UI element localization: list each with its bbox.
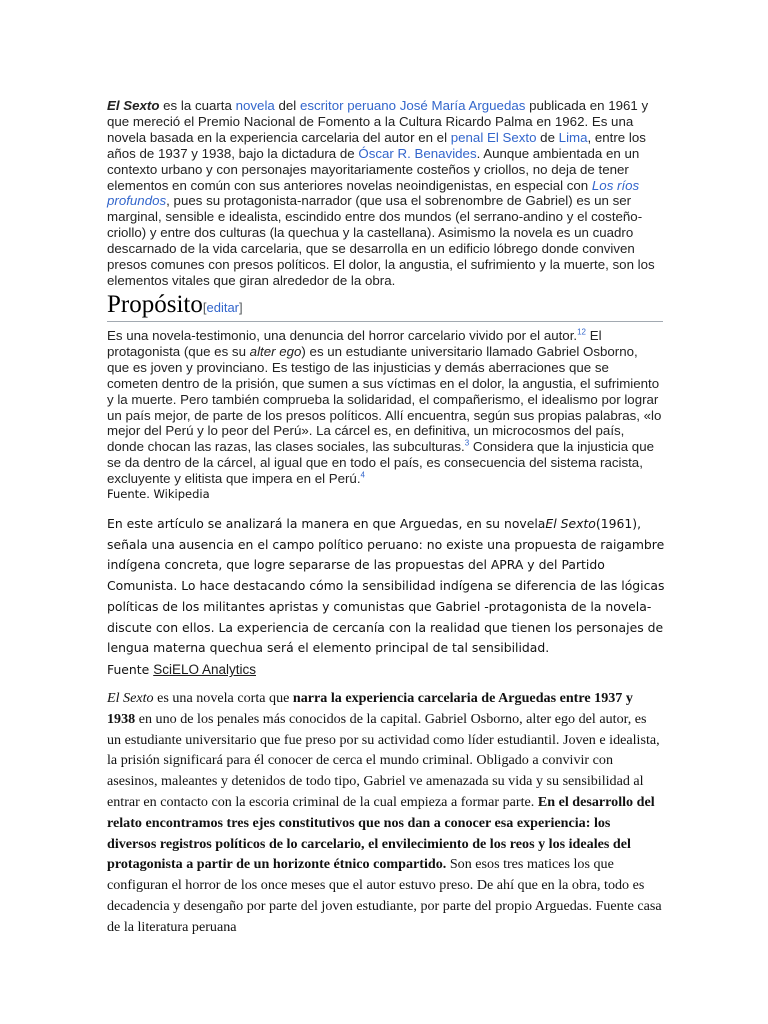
bold-text: En el desarrollo del relato encontramos tres ejes constitutivos que nos dan a conocer esa experiencia: los diversos registros políticos de lo carcelario, el envilecimiento de los reos y los ideales del protagonista a partir de un horizonte étnico compartido. <box>107 793 655 873</box>
text: , pues su protagonista-narrador (que usa el sobrenombre de Gabriel) es un ser marginal, sensible e idealista, escindido entre dos mundos (el serrano-andino y el costeño-criollo) y entre dos culturas (la quechua y la castellana). Asimismo la novela es un cuadro descarnado de la vida carcelaria, que se desarrolla en un edificio lóbrego donde conviven presos comunes con presos políticos. El dolor, la angustia, el sufrimiento y la muerte, son los elementos vitales que giran alrededor de la obra. <box>107 193 655 288</box>
intro-paragraph <box>107 98 663 289</box>
source-prefix: Fuente <box>107 662 154 677</box>
bracket-close: ] <box>239 300 243 315</box>
source-wikipedia: Fuente. Wikipedia <box>107 487 210 501</box>
edit-link[interactable]: editar <box>206 300 240 315</box>
section-heading <box>107 289 663 322</box>
link-novela[interactable]: novela <box>235 98 275 113</box>
link-jose-maria-arguedas[interactable]: José María Arguedas <box>399 98 526 113</box>
link-text: Los ríos profundos <box>107 177 640 209</box>
italic-text: alter ego <box>249 343 302 359</box>
text: es una novela corta que <box>153 690 293 706</box>
text: Es una novela-testimonio, una denuncia del horror carcelario vivido por el autor. <box>107 328 578 343</box>
novel-title: El Sexto <box>545 516 596 531</box>
text: de <box>536 129 559 145</box>
text: Considera que la injusticia que se da dentro de la cárcel, al igual que en todo el país, es consecuencia del sistema racista, excluyente y elitista que impera en el Perú. <box>107 439 654 487</box>
text: (1961), señala una ausencia en el campo político peruano: no existe una propuesta de raigambre indígena concreta, que logre separarse de las propuestas del APRA y del Partido Comunista. Lo hace destacando cómo la sensibilidad indígena se diferencia de las lógicas políticas de los militantes apristas y comunistas que Gabriel -protagonista de la novela- discute con ellos. La experiencia de cercanía con la realidad que tienen los personajes de lengua materna quechua será el elemento principal de tal sensibilidad. <box>107 516 665 656</box>
text: en uno de los penales más conocidos de la capital. Gabriel Osborno, alter ego del autor, es un estudiante universitario que fue preso por su actividad como líder estudiantil. Joven e idealista, la prisión significará para él conocer de cerca el mundo criminal. Obligado a convivir con asesinos, maleantes y detenidos de todo tipo, Gabriel ve amenazada su vida y su sensibilidad al entrar en contacto con la escoria criminal de la cual empieza a formar parte. <box>107 710 660 810</box>
link-lima[interactable]: Lima <box>558 129 588 145</box>
proposito-paragraph <box>107 328 663 487</box>
reference-link[interactable]: 3 <box>464 438 470 448</box>
novel-title: El Sexto <box>107 690 154 706</box>
edit-section <box>203 300 243 315</box>
link-penal-el-sexto[interactable]: penal El Sexto <box>450 129 537 145</box>
reference-link[interactable]: 12 <box>577 327 586 337</box>
bracket-open: [ <box>202 300 207 315</box>
summary-paragraph <box>107 688 663 938</box>
reference-link[interactable]: 4 <box>360 470 365 480</box>
text: En este artículo se analizará la manera en que Arguedas, en su novela <box>107 516 546 531</box>
link-escritor-peruano[interactable]: escritor peruano <box>299 98 397 113</box>
source-scielo <box>107 660 663 680</box>
heading-title: Propósito <box>107 291 203 318</box>
text: . Aunque ambientada en un contexto urbano y con personajes mayoritariamente costeños y criollos, no deja de tener elementos en común con sus anteriores novelas neoindigenistas, en especial con <box>107 145 640 193</box>
link-oscar-benavides[interactable]: Óscar R. Benavides <box>358 145 477 161</box>
text: del <box>274 98 300 113</box>
scielo-link[interactable]: SciELO Analytics <box>153 662 256 677</box>
text: Son esos tres matices los que configuran el horror de los once meses que el autor estuvo preso. De ahí que en la obra, todo es decadencia y desengaño por parte del joven estudiante, por parte del propio Arguedas. Fuente casa de la literatura peruana <box>107 856 662 935</box>
text: , entre los años de 1937 y 1938, bajo la dictadura de <box>107 129 646 161</box>
text: El protagonista (que es su <box>107 328 602 359</box>
text: es la cuarta <box>159 98 236 113</box>
text: publicada en 1961 y que mereció el Premio Nacional de Fomento a la Cultura Ricardo Palma en 1962. Es una novela basada en la experiencia carcelaria del autor en el <box>107 98 649 145</box>
bold-text: narra la experiencia carcelaria de Arguedas entre 1937 y 1938 <box>107 690 633 727</box>
novel-title: El Sexto <box>107 98 160 113</box>
analysis-paragraph <box>107 514 667 659</box>
text: ) es un estudiante universitario llamado Gabriel Osborno, que es joven y provinciano. Es testigo de las injusticias y demás aberraciones que se cometen dentro de la prisión, que sumen a sus víctimas en el dolor, la angustia, el sufrimiento y la muerte. Pero también comprueba la solidaridad, el compañerismo, el idealismo por lograr un país mejor, de parte de los presos políticos. Allí encuentra, según sus propias palabras, «lo mejor del Perú y lo peor del Perú». La cárcel es, en definitiva, un microcosmos del país, donde chocan las razas, las clases sociales, las subculturas. <box>107 343 662 455</box>
